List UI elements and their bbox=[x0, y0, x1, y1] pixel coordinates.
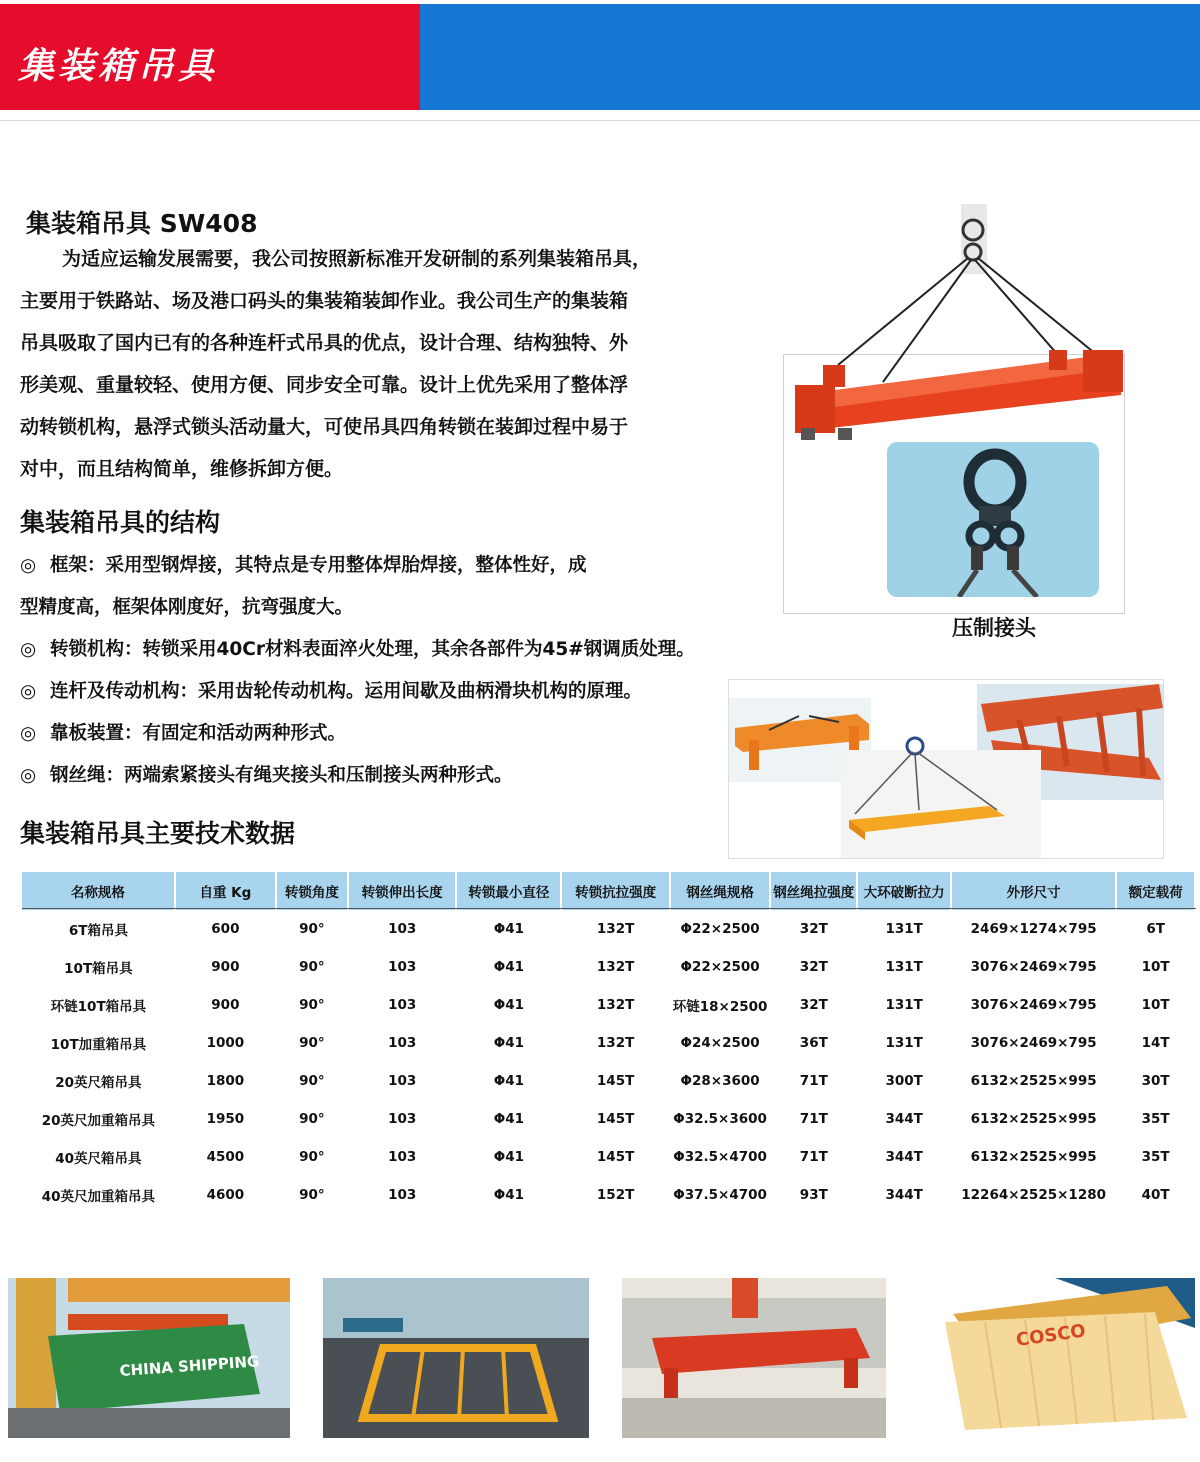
spec-cell: 93T bbox=[799, 1187, 828, 1203]
spreader-frame-illustration bbox=[323, 1278, 589, 1438]
spec-cell: 10T加重箱吊具 bbox=[50, 1037, 147, 1053]
spec-cell: 90° bbox=[299, 1111, 325, 1127]
spec-cell: 152T bbox=[596, 1187, 635, 1203]
pressed-joint-photo bbox=[887, 442, 1099, 597]
spec-cell: 32T bbox=[799, 997, 828, 1013]
bullet-icon: ◎ bbox=[20, 765, 37, 786]
spec-table-body bbox=[22, 910, 1195, 1214]
spec-cell: Φ32.5×3600 bbox=[673, 1111, 767, 1127]
spec-cell: 71T bbox=[799, 1073, 828, 1089]
spec-cell: 103 bbox=[388, 1187, 417, 1203]
spreader-photo-collage bbox=[728, 679, 1164, 859]
spec-cell: 3076×2469×795 bbox=[970, 1035, 1097, 1051]
spec-cell: Φ37.5×4700 bbox=[673, 1187, 767, 1203]
spec-cell: 6T bbox=[1146, 921, 1165, 937]
spec-cell: Φ41 bbox=[493, 1073, 525, 1089]
column-header: 大环破断拉力 bbox=[857, 872, 951, 910]
feature-text: 转锁机构：转锁采用40Cr材料表面淬火处理，其余各部件为45#钢调质处理。 bbox=[50, 639, 695, 660]
spec-cell: 145T bbox=[596, 1073, 635, 1089]
spec-cell: Φ41 bbox=[493, 1035, 525, 1051]
feature-text: 连杆及传动机构：采用齿轮传动机构。运用间歇及曲柄滑块机构的原理。 bbox=[50, 681, 643, 702]
bullet-icon: ◎ bbox=[20, 681, 37, 702]
spec-cell: 103 bbox=[388, 1149, 417, 1165]
spec-table-row bbox=[22, 910, 1195, 948]
spec-cell: 103 bbox=[388, 1035, 417, 1051]
spec-cell: Φ41 bbox=[493, 1149, 525, 1165]
feature-item bbox=[20, 713, 780, 755]
spec-cell: 90° bbox=[299, 1187, 325, 1203]
bottom-photo-3 bbox=[622, 1278, 886, 1438]
spec-cell: 132T bbox=[596, 921, 635, 937]
spec-cell: Φ22×2500 bbox=[680, 921, 760, 937]
spec-cell: Φ32.5×4700 bbox=[673, 1149, 767, 1165]
spec-cell: 10T箱吊具 bbox=[64, 961, 133, 977]
description-line: 对中，而且结构简单，维修拆卸方便。 bbox=[20, 458, 344, 480]
column-header: 自重 Kg bbox=[175, 872, 276, 910]
spec-cell: 90° bbox=[299, 959, 325, 975]
spec-cell: 32T bbox=[799, 959, 828, 975]
spec-cell: 103 bbox=[388, 1073, 417, 1089]
bullet-icon: ◎ bbox=[20, 639, 37, 660]
red-spreader-illustration bbox=[622, 1278, 886, 1438]
feature-item bbox=[20, 671, 780, 713]
spec-cell: Φ41 bbox=[493, 1187, 525, 1203]
spec-cell: 32T bbox=[799, 921, 828, 937]
description-line: 为适应运输发展需要，我公司按照新标准开发研制的系列集装箱吊具， bbox=[62, 248, 652, 270]
page-title: 集装箱吊具 bbox=[18, 45, 219, 87]
bullet-icon: ◎ bbox=[20, 555, 37, 576]
spec-cell: 90° bbox=[299, 1035, 325, 1051]
container-label: CHINA SHIPPING bbox=[119, 1352, 260, 1380]
bottom-photo-4 bbox=[925, 1278, 1195, 1438]
spec-table-row bbox=[22, 986, 1195, 1024]
spec-cell: 4600 bbox=[206, 1187, 245, 1203]
spec-cell: 131T bbox=[885, 1035, 923, 1051]
spec-cell: 131T bbox=[885, 959, 923, 975]
spec-cell: 90° bbox=[299, 1073, 325, 1089]
spec-cell: 40T bbox=[1141, 1187, 1170, 1203]
column-header: 钢丝绳拉强度 bbox=[770, 872, 857, 910]
structure-title: 集装箱吊具的结构 bbox=[20, 508, 221, 537]
spec-table-header-row bbox=[22, 872, 1195, 910]
feature-item bbox=[20, 755, 780, 797]
spec-cell: 103 bbox=[388, 1111, 417, 1127]
container-label: COSCO bbox=[1014, 1320, 1088, 1351]
spec-cell: Φ22×2500 bbox=[680, 959, 760, 975]
column-header: 外形尺寸 bbox=[951, 872, 1116, 910]
spreader-illustration bbox=[783, 200, 1125, 450]
structure-list bbox=[20, 545, 780, 797]
pressed-joint-illustration bbox=[887, 442, 1099, 597]
column-header: 钢丝绳规格 bbox=[670, 872, 770, 910]
spec-cell: 600 bbox=[211, 921, 240, 937]
column-header: 额定载荷 bbox=[1116, 872, 1195, 910]
spec-cell: 145T bbox=[596, 1111, 635, 1127]
description-line: 主要用于铁路站、场及港口码头的集装箱装卸作业。我公司生产的集装箱 bbox=[20, 290, 629, 312]
spec-cell: 103 bbox=[388, 997, 417, 1013]
spec-cell: 90° bbox=[299, 997, 325, 1013]
spec-cell: 344T bbox=[885, 1187, 923, 1203]
spec-cell: Φ41 bbox=[493, 921, 525, 937]
spec-cell: 14T bbox=[1141, 1035, 1170, 1051]
spec-table-row bbox=[22, 1138, 1195, 1176]
feature-text: 钢丝绳：两端索紧接头有绳夹接头和压制接头两种形式。 bbox=[50, 765, 513, 786]
spec-cell: 103 bbox=[388, 959, 417, 975]
spec-cell: 900 bbox=[211, 959, 240, 975]
spec-cell: 132T bbox=[596, 959, 635, 975]
container-lift-illustration-2 bbox=[925, 1278, 1195, 1438]
header-blue-band bbox=[420, 4, 1200, 110]
spec-cell: 环链18×2500 bbox=[672, 999, 768, 1015]
spec-table-row bbox=[22, 1176, 1195, 1214]
spec-cell: 132T bbox=[596, 997, 635, 1013]
description-line: 形美观、重量较轻、使用方便、同步安全可靠。设计上优先采用了整体浮 bbox=[20, 374, 629, 396]
spec-cell: Φ41 bbox=[493, 1111, 525, 1127]
spec-table-row bbox=[22, 948, 1195, 986]
spec-cell: 300T bbox=[885, 1073, 923, 1089]
column-header: 转锁最小直径 bbox=[456, 872, 561, 910]
column-header: 转锁伸出长度 bbox=[348, 872, 457, 910]
spec-cell: 6132×2525×995 bbox=[970, 1111, 1097, 1127]
spec-cell: 132T bbox=[596, 1035, 635, 1051]
spec-table-row bbox=[22, 1024, 1195, 1062]
spec-cell: Φ41 bbox=[493, 997, 525, 1013]
specs-title: 集装箱吊具主要技术数据 bbox=[20, 819, 296, 848]
spec-cell: 145T bbox=[596, 1149, 635, 1165]
spec-cell: 90° bbox=[299, 921, 325, 937]
feature-text: 框架：采用型钢焊接，其特点是专用整体焊胎焊接，整体性好，成 bbox=[50, 555, 587, 576]
feature-item bbox=[20, 545, 780, 587]
spec-cell: 30T bbox=[1141, 1073, 1170, 1089]
inset-caption: 压制接头 bbox=[952, 616, 1036, 640]
bullet-icon: ◎ bbox=[20, 723, 37, 744]
spec-cell: 131T bbox=[885, 997, 923, 1013]
spec-cell: Φ41 bbox=[493, 959, 525, 975]
description-line: 吊具吸取了国内已有的各种连杆式吊具的优点，设计合理、结构独特、外 bbox=[20, 332, 629, 354]
spec-cell: 10T bbox=[1141, 997, 1170, 1013]
spec-cell: 2469×1274×795 bbox=[970, 921, 1097, 937]
spec-cell: 1800 bbox=[206, 1073, 245, 1089]
spec-cell: 20英尺加重箱吊具 bbox=[41, 1113, 156, 1129]
spec-cell: 6132×2525×995 bbox=[970, 1149, 1097, 1165]
spec-cell: 344T bbox=[885, 1111, 923, 1127]
header-divider bbox=[0, 120, 1200, 121]
spec-cell: 6T箱吊具 bbox=[68, 923, 128, 939]
spec-cell: 131T bbox=[885, 921, 923, 937]
spec-table bbox=[22, 872, 1196, 1214]
spec-cell: 40英尺箱吊具 bbox=[55, 1151, 142, 1167]
spec-cell: 12264×2525×1280 bbox=[961, 1187, 1107, 1203]
spec-cell: 35T bbox=[1141, 1149, 1170, 1165]
bottom-photo-1 bbox=[8, 1278, 290, 1438]
column-header: 转锁抗拉强度 bbox=[561, 872, 670, 910]
product-title: 集装箱吊具 SW408 bbox=[26, 209, 258, 238]
spec-cell: 36T bbox=[799, 1035, 828, 1051]
container-lift-illustration-1 bbox=[8, 1278, 290, 1438]
spreader-collage-illustration bbox=[729, 680, 1163, 858]
spec-cell: 3076×2469×795 bbox=[970, 959, 1097, 975]
spec-table-row bbox=[22, 1062, 1195, 1100]
column-header: 转锁角度 bbox=[276, 872, 348, 910]
description-line: 动转锁机构，悬浮式锁头活动量大，可使吊具四角转锁在装卸过程中易于 bbox=[20, 416, 629, 438]
spec-table-row bbox=[22, 1100, 1195, 1138]
column-header: 名称规格 bbox=[22, 872, 175, 910]
spec-cell: 103 bbox=[388, 921, 417, 937]
spec-cell: 40英尺加重箱吊具 bbox=[41, 1189, 156, 1205]
product-description bbox=[20, 238, 720, 490]
spec-cell: 1950 bbox=[206, 1111, 245, 1127]
spec-cell: 3076×2469×795 bbox=[970, 997, 1097, 1013]
spec-cell: 10T bbox=[1141, 959, 1170, 975]
spec-cell: 1000 bbox=[206, 1035, 245, 1051]
feature-item bbox=[20, 629, 780, 671]
feature-text: 靠板装置：有固定和活动两种形式。 bbox=[50, 723, 347, 744]
spec-cell: Φ24×2500 bbox=[680, 1035, 760, 1051]
spec-cell: 环链10T箱吊具 bbox=[50, 999, 147, 1015]
spec-cell: 35T bbox=[1141, 1111, 1170, 1127]
bottom-photo-2 bbox=[323, 1278, 589, 1438]
spec-cell: 900 bbox=[211, 997, 240, 1013]
spec-cell: 344T bbox=[885, 1149, 923, 1165]
spec-cell: 71T bbox=[799, 1111, 828, 1127]
feature-item bbox=[20, 587, 780, 629]
feature-text: 型精度高，框架体刚度好，抗弯强度大。 bbox=[20, 597, 354, 618]
spec-cell: 20英尺箱吊具 bbox=[55, 1075, 142, 1091]
spec-cell: 4500 bbox=[206, 1149, 245, 1165]
spec-cell: 90° bbox=[299, 1149, 325, 1165]
spec-cell: Φ28×3600 bbox=[680, 1073, 760, 1089]
table-header-divider bbox=[22, 908, 1196, 909]
spec-cell: 6132×2525×995 bbox=[970, 1073, 1097, 1089]
spec-cell: 71T bbox=[799, 1149, 828, 1165]
